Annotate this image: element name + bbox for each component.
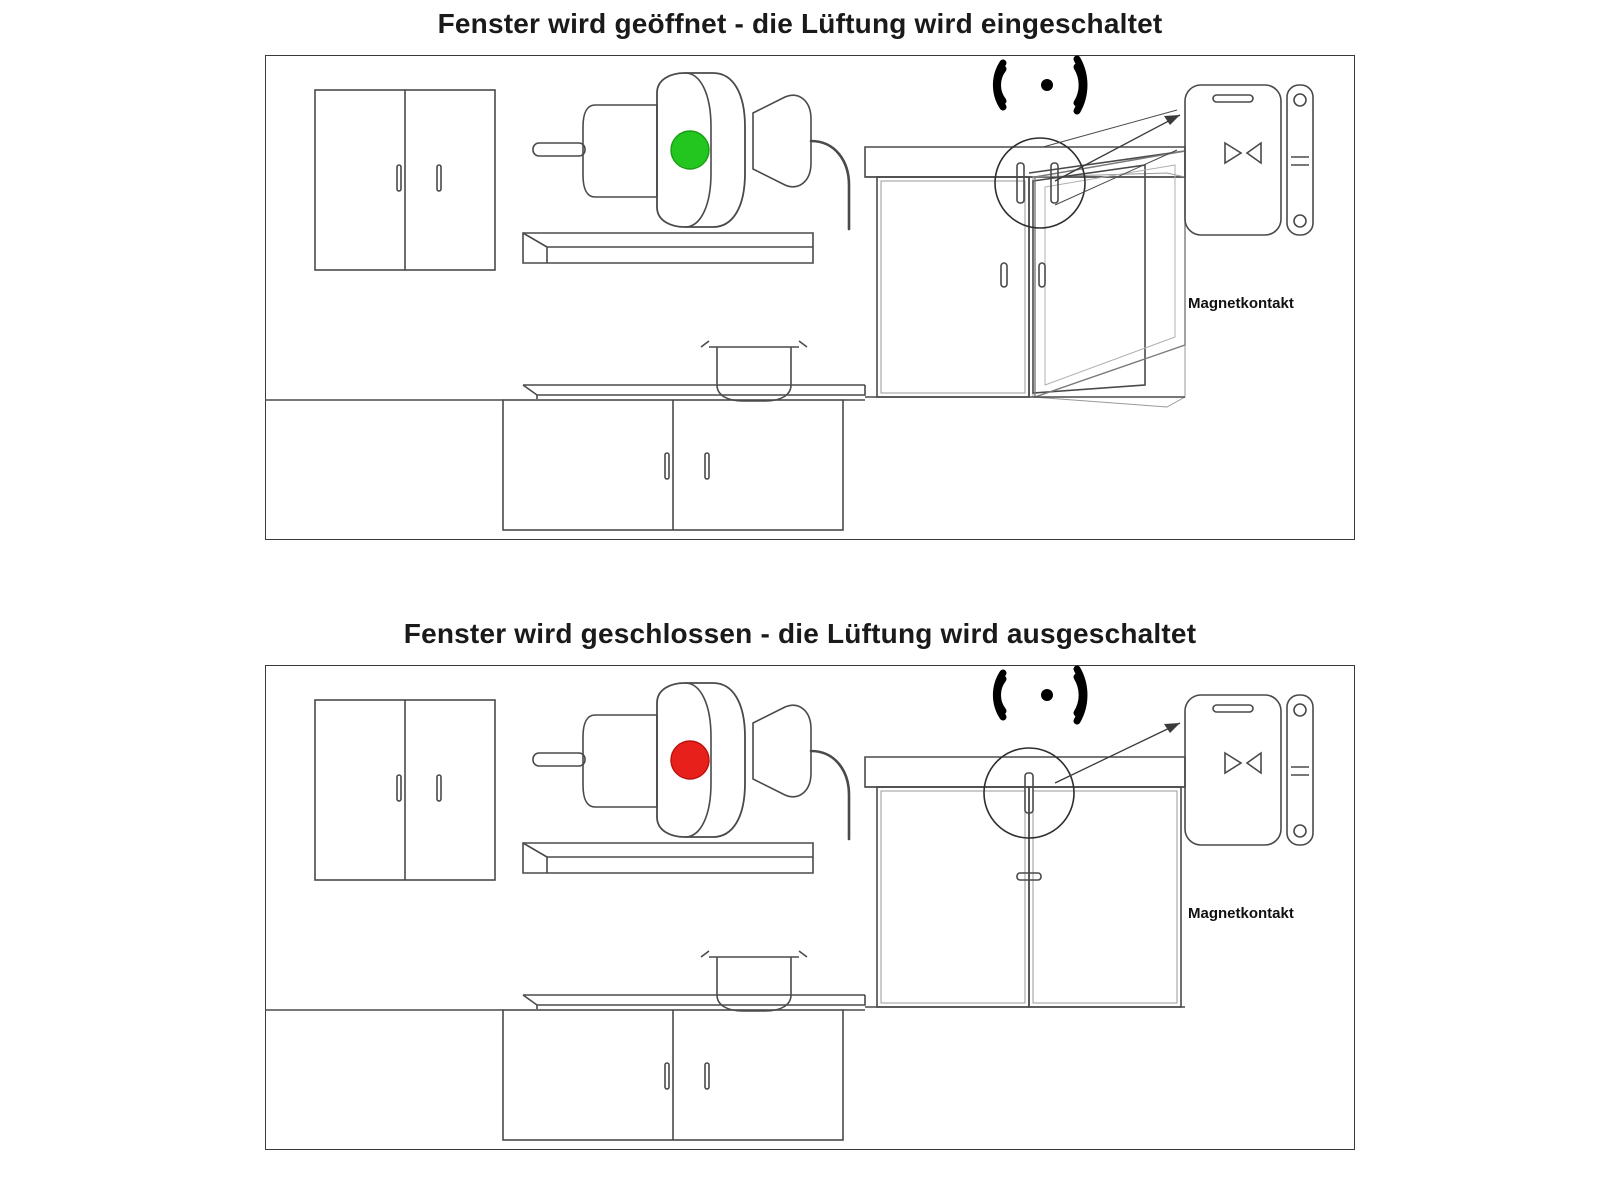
ventilation-plug-device [533, 73, 745, 227]
power-plug-cable [753, 95, 849, 229]
wall-cabinet-upper [315, 90, 495, 270]
extractor-hood [523, 233, 813, 263]
power-plug-cable [753, 705, 849, 839]
base-cabinet [503, 400, 843, 530]
wifi-icon-bottom [996, 669, 1084, 721]
ventilation-plug-device [533, 683, 745, 837]
magnet-contact-caption-top: Magnetkontakt [1188, 295, 1294, 312]
zoom-pointer-lines [1043, 110, 1177, 205]
panel-window-closed [0, 610, 1600, 1200]
panel-window-opened [0, 0, 1600, 590]
pointer-arrow [1055, 723, 1180, 783]
panel-title-window-closed: Fenster wird geschlossen - die Lüftung wird ausgeschaltet [403, 618, 1197, 649]
led-indicator-top [671, 131, 709, 169]
window-opened [865, 147, 1185, 407]
wall-cabinet-upper [315, 700, 495, 880]
extractor-hood [523, 843, 813, 873]
led-indicator-bottom [671, 741, 709, 779]
magnet-contact-device [1185, 85, 1313, 235]
panel-title-window-opened: Fenster wird geöffnet - die Lüftung wird eingeschaltet [437, 8, 1163, 39]
cooking-pot [701, 951, 807, 1011]
magnet-contact-caption-bottom: Magnetkontakt [1188, 905, 1294, 922]
base-cabinet [503, 1010, 843, 1140]
pointer-arrow [1055, 115, 1180, 181]
cooking-pot [701, 341, 807, 401]
hob-countertop [523, 995, 865, 1009]
hob-countertop [523, 385, 865, 399]
wifi-icon-top [996, 59, 1084, 111]
magnet-contact-device [1185, 695, 1313, 845]
